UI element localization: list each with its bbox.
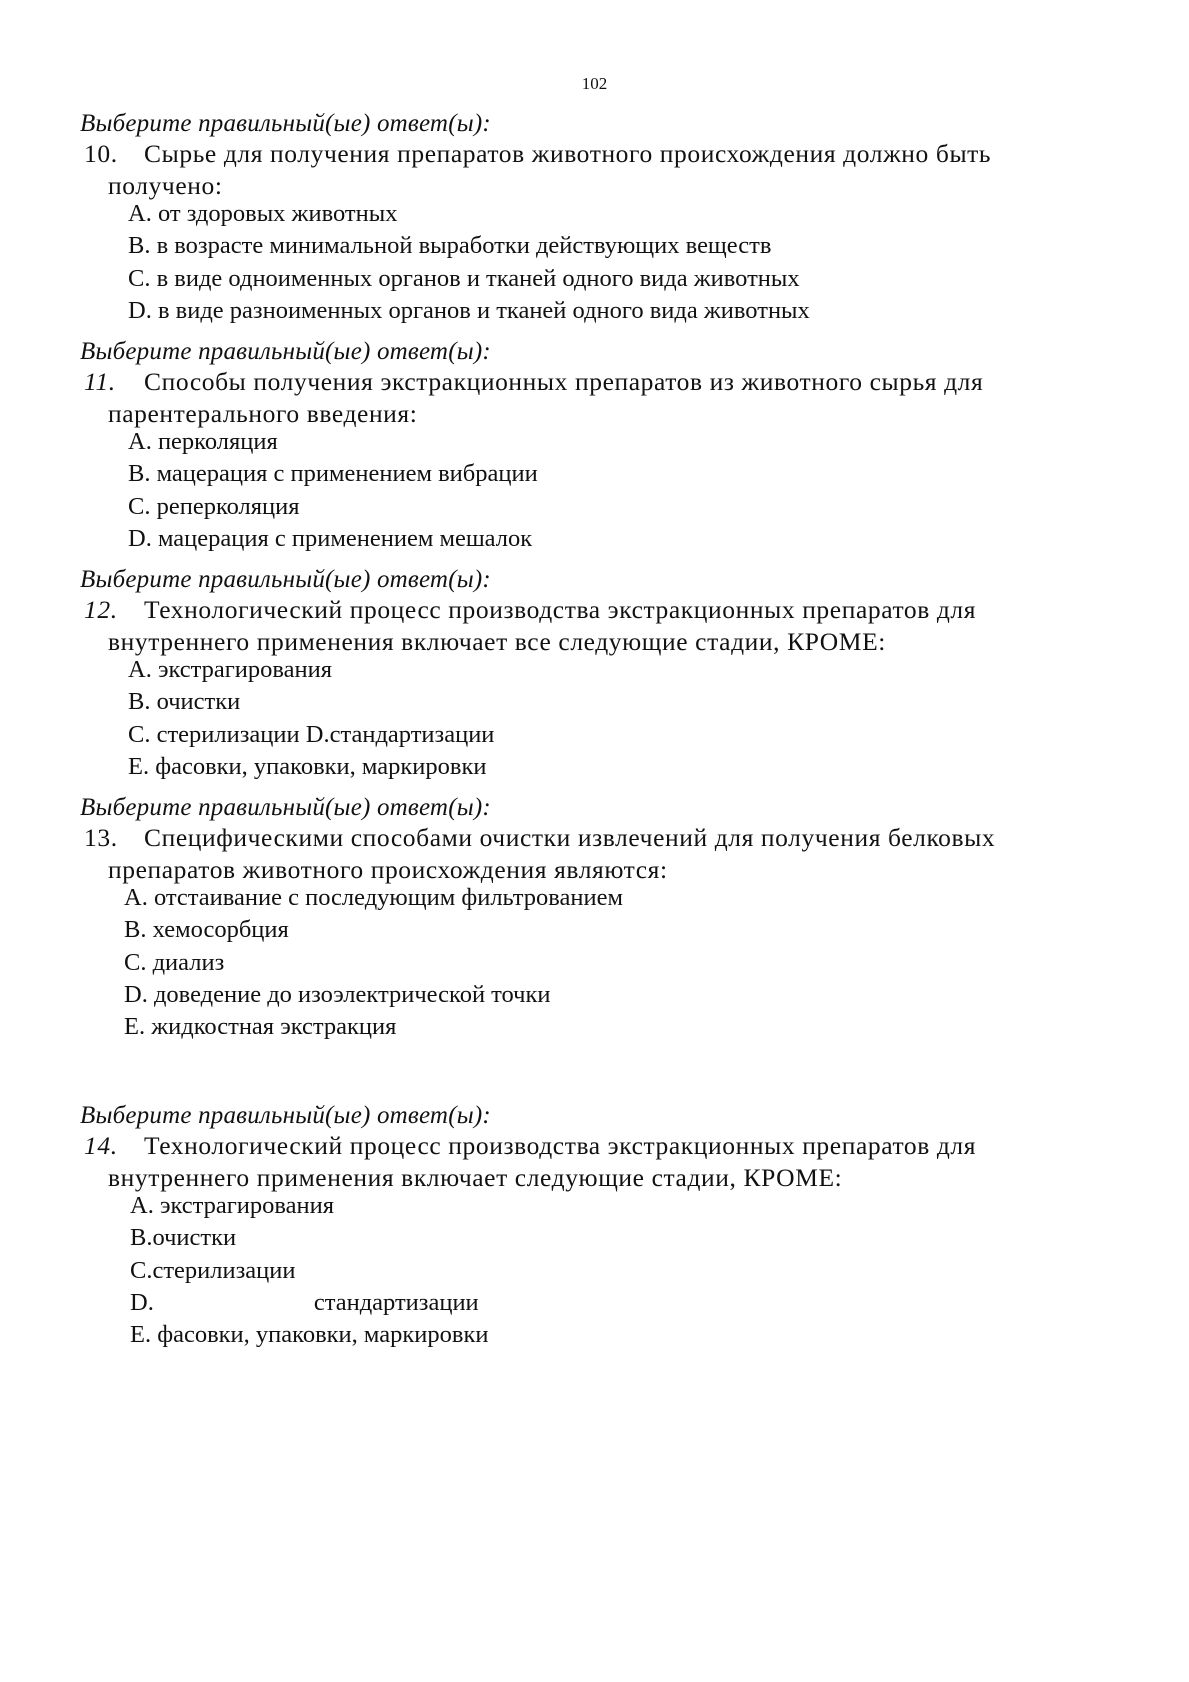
- option-b: B.очистки: [130, 1224, 237, 1252]
- option-d: D. мацерация с применением мешалок: [128, 524, 533, 552]
- instruction-text: Выберите правильный(ые) ответ(ы):: [80, 794, 491, 821]
- option-c: C.стерилизации: [130, 1256, 296, 1284]
- question-number: 12.: [84, 595, 118, 624]
- question-number: 14.: [84, 1131, 118, 1160]
- question-10: [80, 138, 1100, 202]
- option-a: A. экстрагирования: [130, 1192, 335, 1219]
- option-a: A. экстрагирования: [128, 656, 333, 683]
- option-a: A. отстаивание с последующим фильтрованием: [124, 884, 624, 911]
- question-14: [80, 1130, 1100, 1194]
- option-d-text: стандартизации: [313, 1288, 479, 1316]
- question-text: Технологический процесс производства экстракционных препаратов для внутреннего применения включает все следующие стадии, КРОМЕ:: [108, 595, 977, 656]
- question-text: Специфическими способами очистки извлечений для получения белковых препаратов животного происхождения являются:: [108, 823, 996, 884]
- option-e: E. жидкостная экстракция: [124, 1013, 397, 1041]
- option-c: C. диализ: [124, 948, 225, 976]
- option-e: E. фасовки, упаковки, маркировки: [128, 752, 487, 780]
- instruction-text: Выберите правильный(ые) ответ(ы):: [80, 110, 491, 137]
- option-a: A. от здоровых животных: [128, 200, 398, 227]
- option-d-letter: D.: [130, 1288, 154, 1316]
- question-number: 13.: [84, 823, 118, 852]
- option-d: D. доведение до изоэлектрической точки: [124, 980, 551, 1008]
- question-text: Способы получения экстракционных препаратов из животного сырья для парентерального введения:: [108, 367, 984, 428]
- instruction-text: Выберите правильный(ые) ответ(ы):: [80, 566, 491, 593]
- question-13: [80, 822, 1100, 886]
- page-number: 102: [581, 74, 608, 93]
- options-list-12: [128, 654, 494, 783]
- question-number: 10.: [84, 139, 118, 168]
- question-number: 11.: [84, 367, 116, 396]
- option-b: B. в возрасте минимальной выработки действующих веществ: [128, 232, 772, 260]
- option-b: B. очистки: [128, 688, 241, 716]
- question-11: [80, 366, 1100, 430]
- option-c-d: C. стерилизации D.стандартизации: [128, 720, 495, 748]
- options-list-13: [124, 882, 623, 1043]
- option-c: C. реперколяция: [128, 492, 300, 520]
- option-d: [130, 1287, 488, 1319]
- option-a: А. перколяция: [128, 428, 278, 455]
- option-c: C. в виде одноименных органов и тканей одного вида животных: [128, 264, 800, 292]
- option-b: B. хемосорбция: [124, 916, 289, 944]
- option-d: D. в виде разноименных органов и тканей одного вида животных: [128, 296, 810, 324]
- question-12: [80, 594, 1100, 658]
- option-b: B. мацерация с применением вибрации: [128, 460, 538, 488]
- instruction-text: Выберите правильный(ые) ответ(ы):: [80, 338, 491, 365]
- options-list-11: [128, 426, 538, 555]
- question-text: Сырье для получения препаратов животного происхождения должно быть получено:: [108, 139, 992, 200]
- option-e: E. фасовки, упаковки, маркировки: [130, 1321, 489, 1349]
- options-list-10: [128, 198, 810, 327]
- options-list-14: [130, 1190, 488, 1351]
- instruction-text: Выберите правильный(ые) ответ(ы):: [80, 1102, 491, 1129]
- question-text: Технологический процесс производства экстракционных препаратов для внутреннего применения включает следующие стадии, КРОМЕ:: [108, 1131, 977, 1192]
